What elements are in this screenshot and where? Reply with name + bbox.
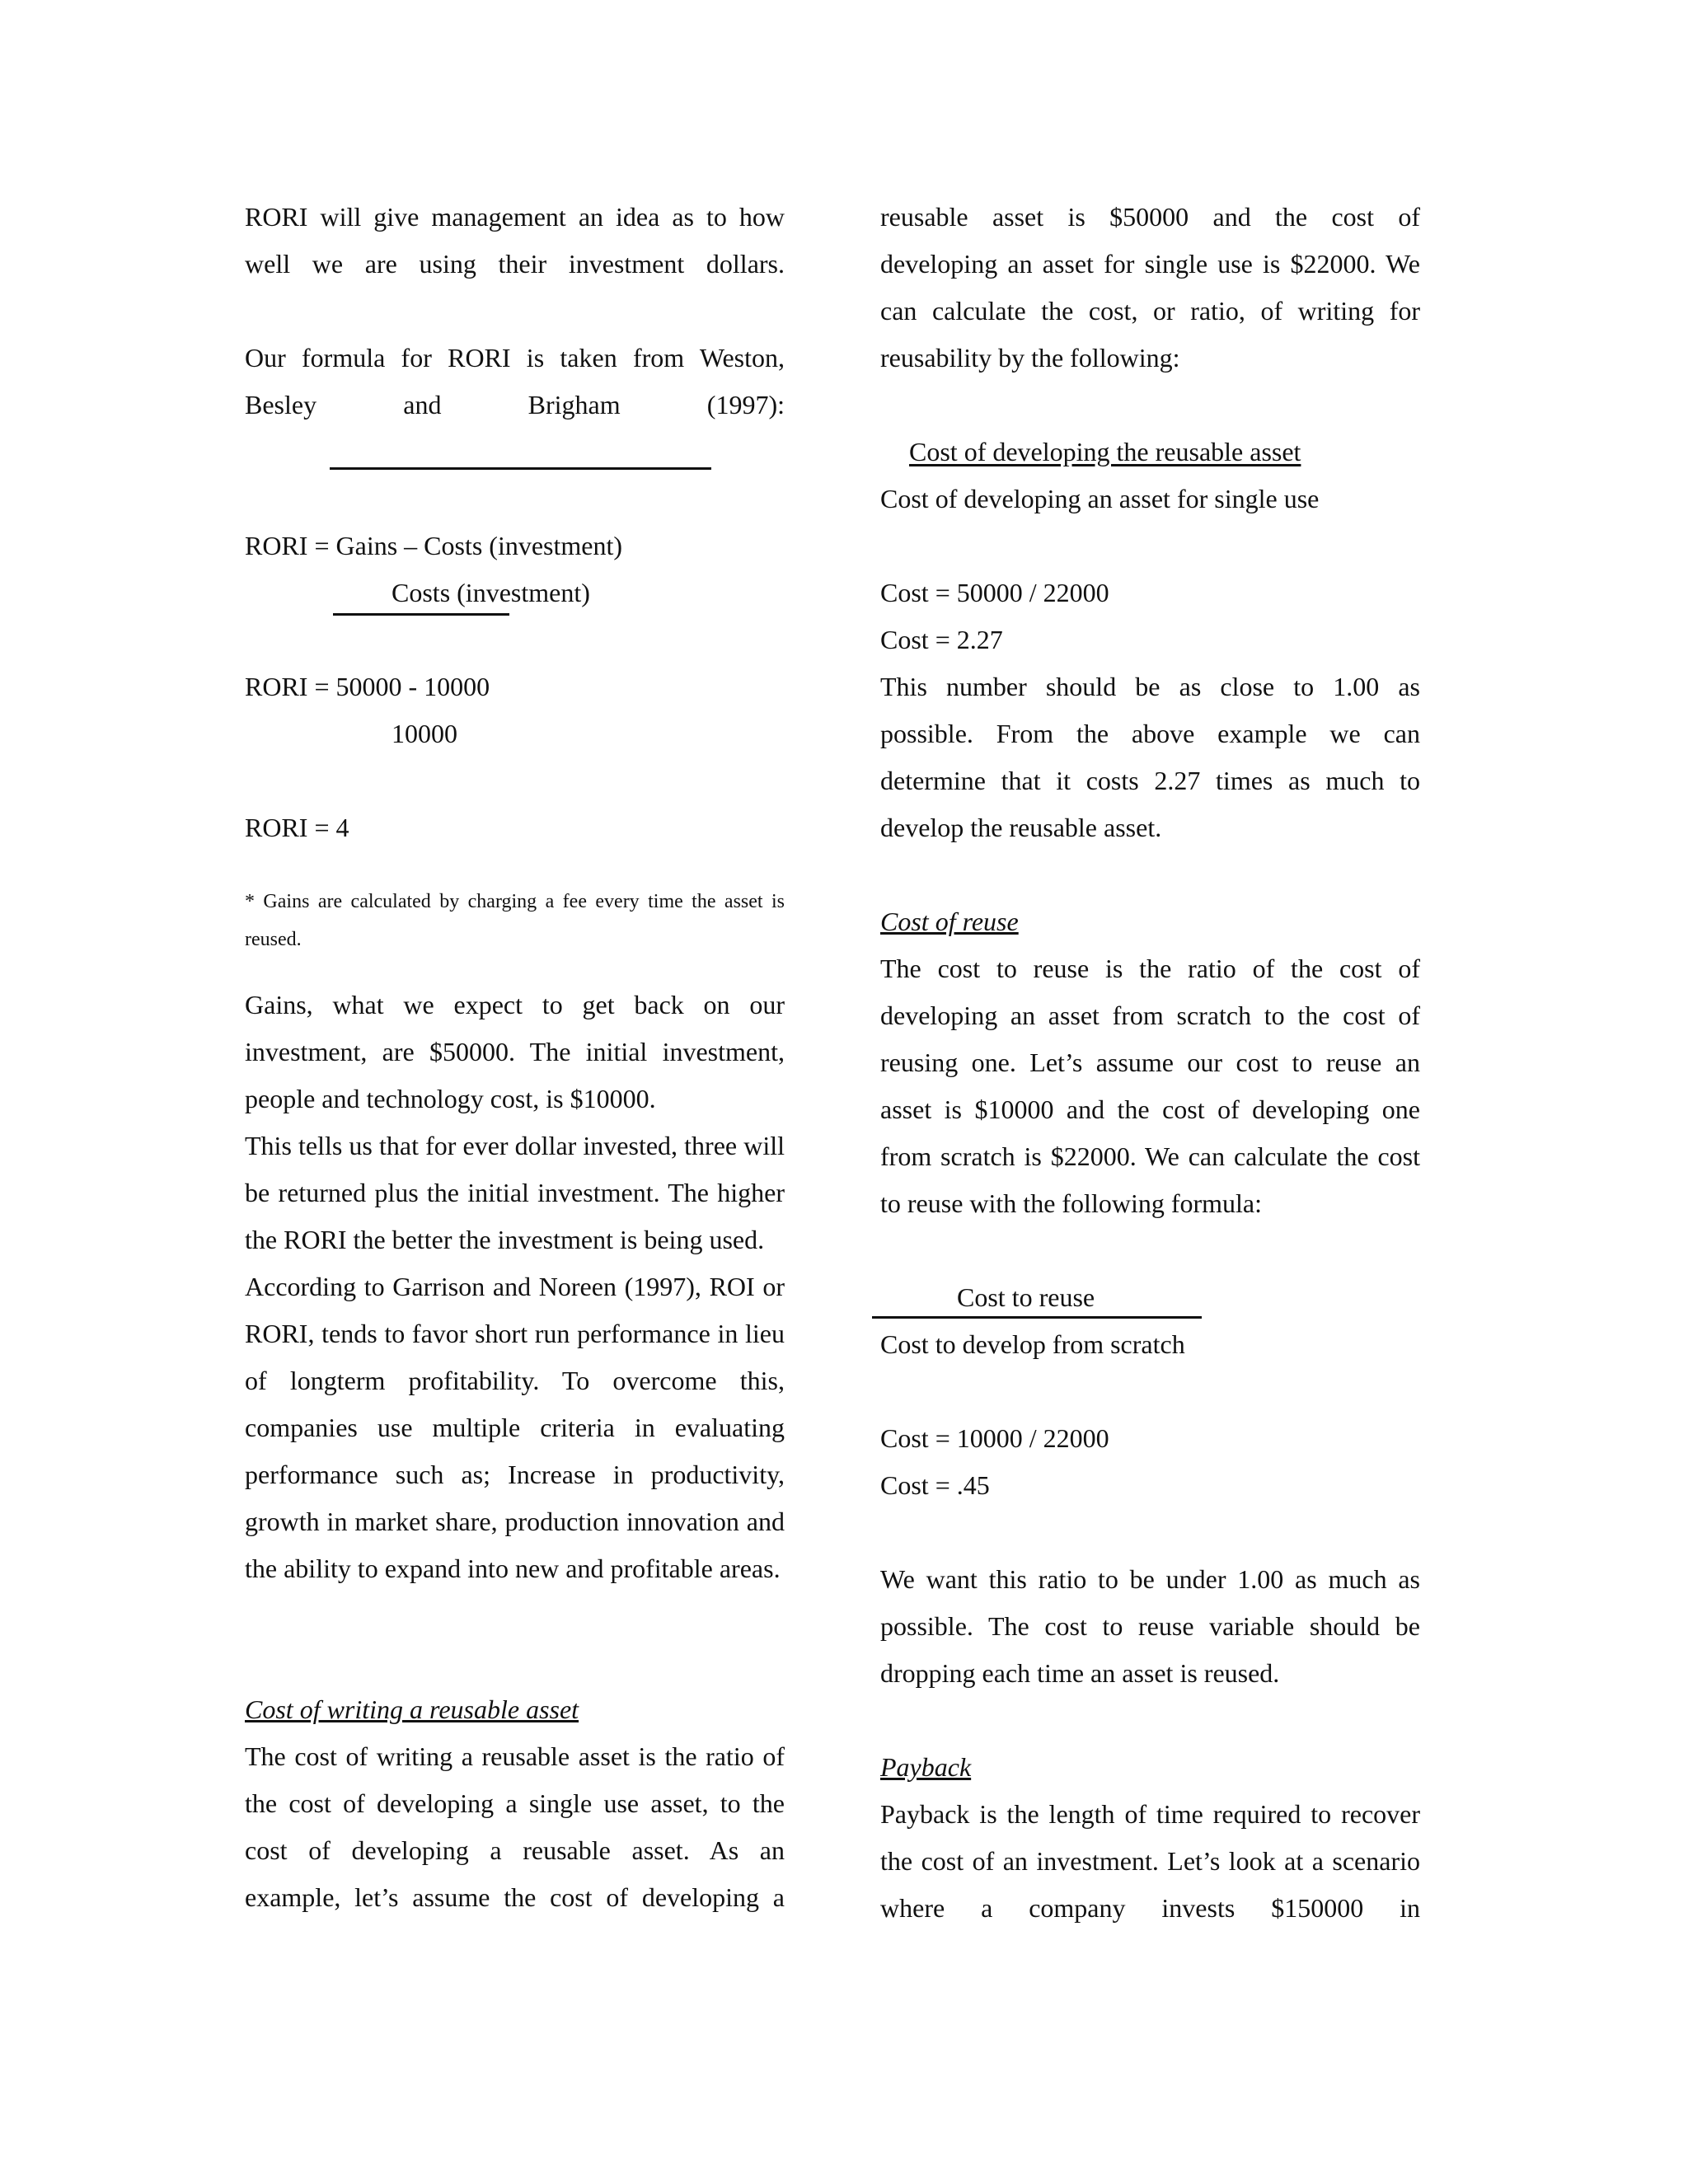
paragraph-gains: Gains, what we expect to get back on our investment, are $50000. The initial investment, people and technology cost, is $10000.	[245, 990, 785, 1113]
calc2-line2: Cost = .45	[880, 1470, 990, 1500]
ratio1-denominator: Cost of developing an asset for single use	[880, 484, 1320, 513]
formula2-fraction-line	[333, 613, 509, 616]
calc1-line1: Cost = 50000 / 22000	[880, 578, 1109, 607]
formula1-denominator: Costs (investment)	[392, 578, 590, 607]
rori-result: RORI = 4	[245, 813, 349, 842]
heading-cost-of-writing: Cost of writing a reusable asset	[245, 1694, 579, 1724]
paragraph-payback: Payback is the length of time required to recover the cost of an investment. Let’s look at a scenario where a company invests $150000 in	[880, 1799, 1420, 1923]
ratio2-numerator: Cost to reuse	[957, 1282, 1095, 1312]
right-column	[880, 194, 1420, 1979]
left-column	[245, 194, 785, 1968]
paragraph-rori-intro: RORI will give management an idea as to how well we are using their investment dollars.	[245, 202, 785, 279]
paragraph-cost-of-writing: The cost of writing a reusable asset is the ratio of the cost of developing a single use asset, to the cost of developing a reusable asset. As an example, let’s assume the cost of developing a	[245, 1741, 785, 1912]
paragraph-reusable-asset-example: reusable asset is $50000 and the cost of developing an asset for single use is $22000. We can calculate the cost, or ratio, of writing for reusability by the following:	[880, 202, 1420, 373]
paragraph-cost-of-reuse: The cost to reuse is the ratio of the cost of developing an asset from scratch to the cost of reusing one. Let’s assume our cost to reuse an asset is $10000 and the cost of developing one from scratch is $22000. We can calculate the cost to reuse with the following formula:	[880, 954, 1420, 1218]
formula2-denominator: 10000	[392, 719, 457, 748]
footnote-gains: * Gains are calculated by charging a fee every time the asset is reused.	[245, 891, 785, 950]
formula2-numerator: RORI = 50000 - 10000	[245, 672, 490, 701]
paragraph-rori-meaning: This tells us that for ever dollar invested, three will be returned plus the initial investment. The higher the RORI the better the investment is being used.	[245, 1131, 785, 1254]
ratio1-numerator: Cost of developing the reusable asset	[909, 437, 1301, 466]
paragraph-close-to-one: This number should be as close to 1.00 as possible. From the above example we can determine that it costs 2.27 times as much to develop the reusable asset.	[880, 672, 1420, 842]
formula1-fraction-line	[330, 467, 711, 470]
formula1-numerator: RORI = Gains – Costs (investment)	[245, 531, 623, 560]
ratio2-fraction-line	[872, 1316, 1202, 1319]
heading-payback: Payback	[880, 1752, 972, 1782]
ratio2-denominator: Cost to develop from scratch	[880, 1329, 1185, 1359]
paragraph-garrison-noreen: According to Garrison and Noreen (1997), ROI or RORI, tends to favor short run performance in lieu of longterm profitability. To overcome this, companies use multiple criteria in evaluating performance such as; Increase in productivity, growth in market share, production innovation and the ability to expand into new and profitable areas.	[245, 1272, 785, 1583]
paragraph-rori-formula-source: Our formula for RORI is taken from Weston, Besley and Brigham (1997):	[245, 343, 785, 419]
heading-cost-of-reuse: Cost of reuse	[880, 907, 1019, 936]
paragraph-under-one: We want this ratio to be under 1.00 as much as possible. The cost to reuse variable should be dropping each time an asset is reused.	[880, 1564, 1420, 1688]
calc2-line1: Cost = 10000 / 22000	[880, 1423, 1109, 1453]
calc1-line2: Cost = 2.27	[880, 625, 1003, 654]
